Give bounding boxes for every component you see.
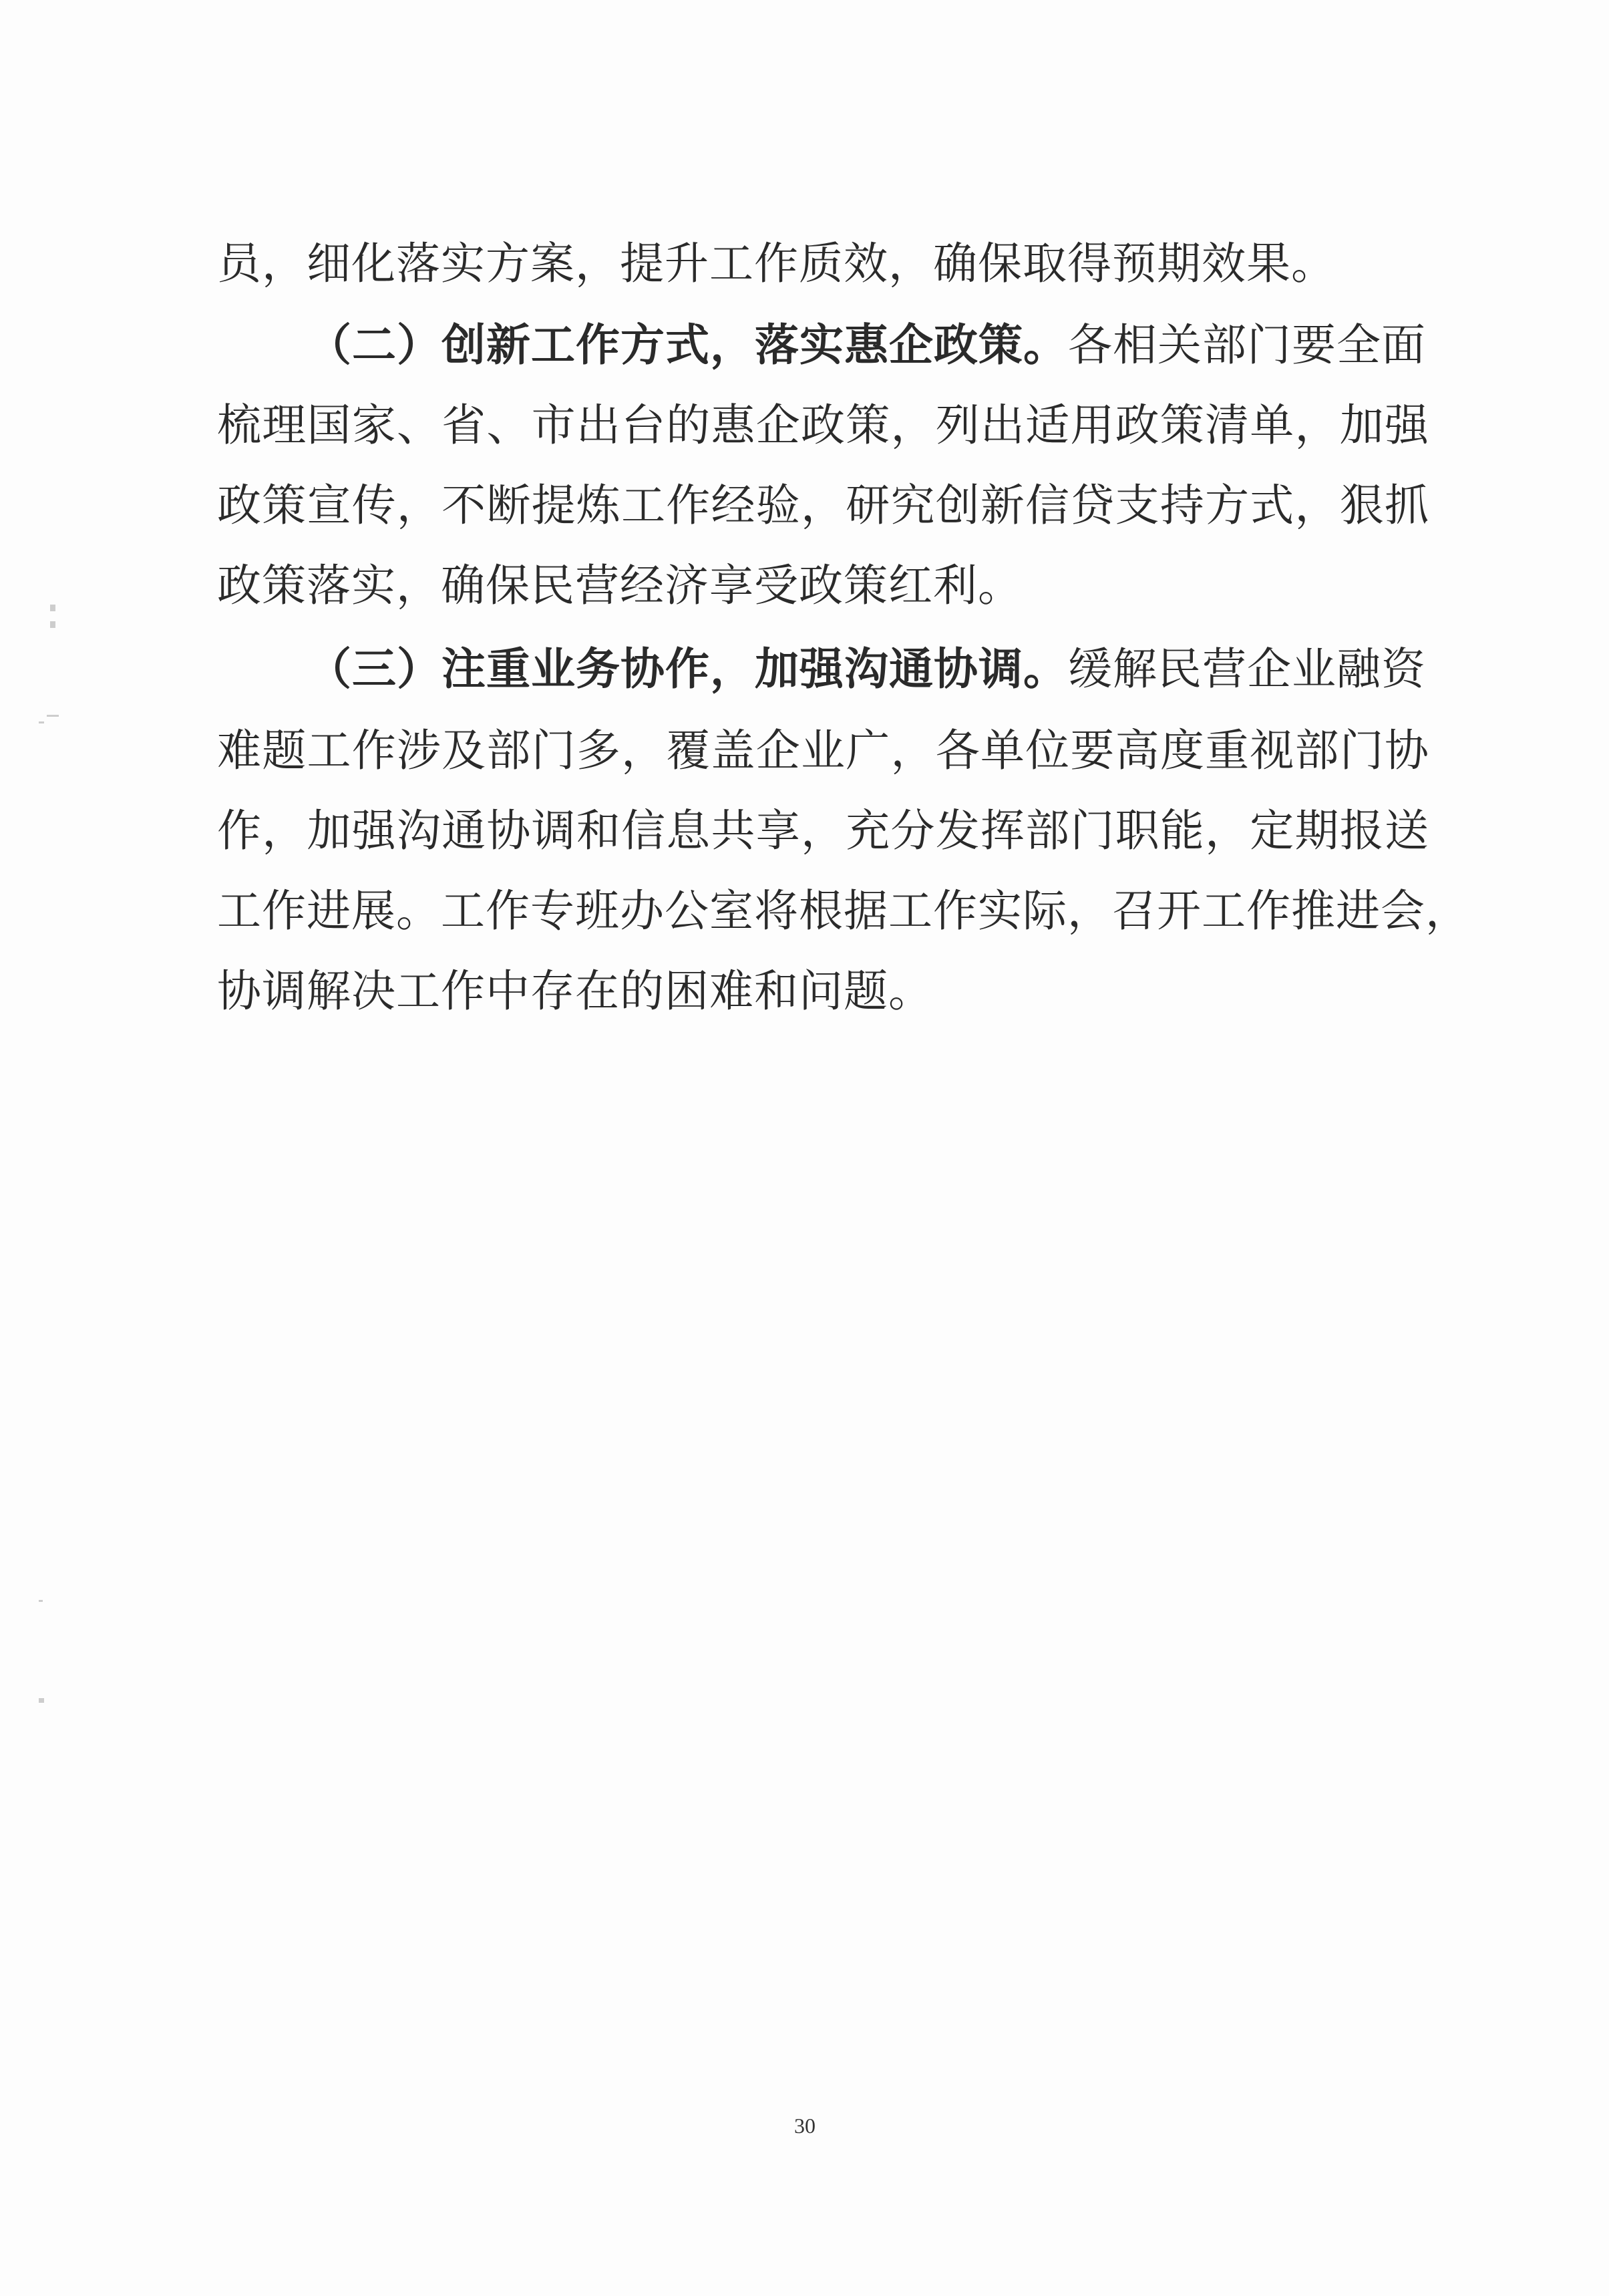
paragraph-line: 难题工作涉及部门多，覆盖企业广，各单位要高度重视部门协 xyxy=(217,725,1429,776)
paragraph-line: 作，加强沟通协调和信息共享，充分发挥部门职能，定期报送 xyxy=(217,805,1429,856)
scan-artifact xyxy=(39,721,44,723)
paragraph-text: 缓解民营企业融资 xyxy=(1068,643,1426,695)
scan-artifact xyxy=(39,1698,44,1703)
paragraph-text: 各相关部门要全面 xyxy=(1068,319,1426,371)
section-three-first-line xyxy=(307,643,1429,696)
scan-artifact xyxy=(50,605,55,611)
section-two-first-line xyxy=(307,319,1429,372)
scan-artifact xyxy=(47,715,59,717)
paragraph-line: 政策落实，确保民营经济享受政策红利。 xyxy=(217,560,1023,611)
paragraph-line: 政策宣传，不断提炼工作经验，研究创新信贷支持方式，狠抓 xyxy=(217,480,1429,531)
page-number: 30 xyxy=(794,2114,816,2138)
paragraph-line: 协调解决工作中存在的困难和问题。 xyxy=(217,965,933,1017)
paragraph-line: 工作进展。工作专班办公室将根据工作实际，召开工作推进会， xyxy=(217,885,1470,937)
paragraph-line: 梳理国家、省、市出台的惠企政策，列出适用政策清单，加强 xyxy=(217,399,1429,451)
paragraph-line: 员，细化落实方案，提升工作质效，确保取得预期效果。 xyxy=(217,238,1336,289)
section-heading-three: （三）注重业务协作，加强沟通协调。 xyxy=(307,643,1068,695)
section-heading-two: （二）创新工作方式，落实惠企政策。 xyxy=(307,319,1068,371)
scan-artifact xyxy=(50,621,55,628)
scan-artifact xyxy=(39,1600,43,1602)
